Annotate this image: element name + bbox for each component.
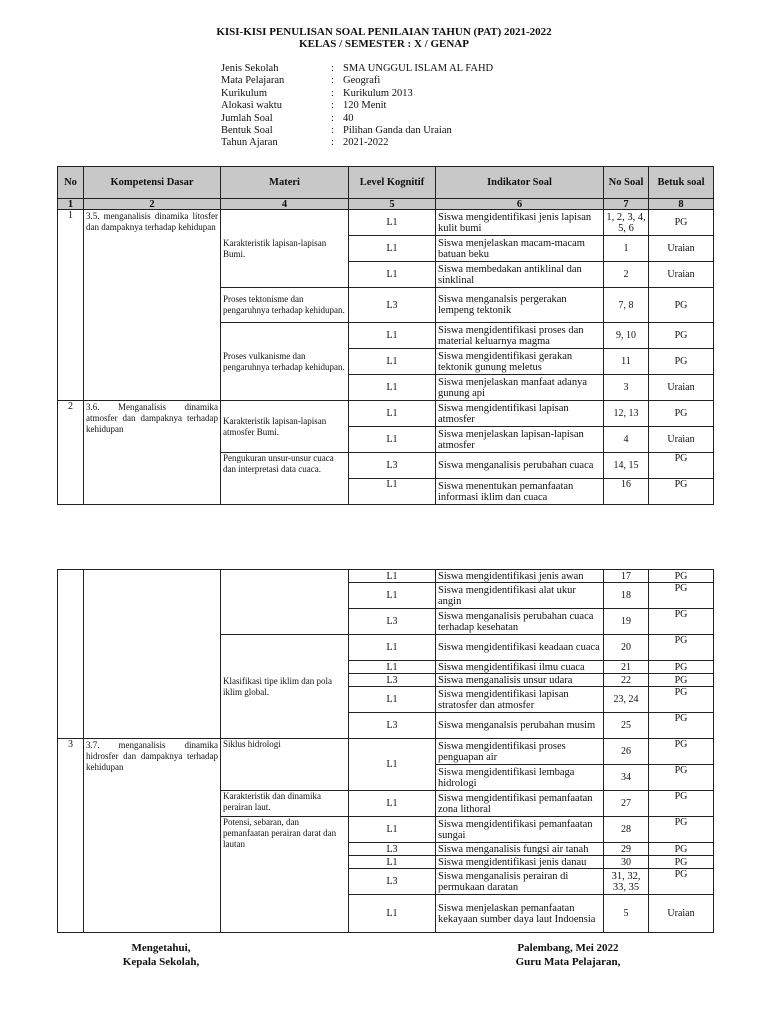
col-header-no: No: [58, 167, 84, 199]
info-key: Tahun Ajaran: [221, 137, 278, 149]
sign-right-line2: Guru Mata Pelajaran,: [515, 956, 621, 968]
nosoal-cell: 20: [604, 635, 649, 661]
col-header-materi: Materi: [221, 167, 349, 199]
bentuk-cell: PG: [649, 453, 714, 479]
kd-text: 3.7. menganalisis dinamika hidrosfer dan dampaknya terhadap kehidupan: [84, 739, 221, 933]
materi-cell: Karakteristik dan dinamika perairan laut.: [221, 791, 349, 817]
bentuk-cell: PG: [649, 570, 714, 583]
info-key: Alokasi waktu: [221, 100, 282, 112]
signature-teacher: [505, 941, 631, 969]
document-title: KISI-KISI PENULISAN SOAL PENILAIAN TAHUN (PAT) 2021-2022: [216, 26, 552, 38]
level-cell: L1: [349, 687, 436, 713]
materi-cell: Siklus hidrologi: [221, 739, 349, 791]
bentuk-cell: PG: [649, 713, 714, 739]
level-cell: L1: [349, 570, 436, 583]
level-cell: L1: [349, 323, 436, 349]
level-cell: L3: [349, 609, 436, 635]
materi-cell: Pengukuran unsur-unsur cuaca dan interpretasi data cuaca.: [221, 453, 349, 505]
nosoal-cell: 14, 15: [604, 453, 649, 479]
sign-right-line1: Palembang, Mei 2022: [517, 942, 619, 954]
indikator-cell: Siswa menjelaskan macam-macam batuan beku: [436, 236, 604, 262]
table-row: [58, 739, 714, 765]
bentuk-cell: PG: [649, 288, 714, 323]
nosoal-cell: 1, 2, 3, 4, 5, 6: [604, 210, 649, 236]
materi-cell: Klasifikasi tipe iklim dan pola iklim global.: [221, 635, 349, 739]
nosoal-cell: 25: [604, 713, 649, 739]
level-cell: L1: [349, 661, 436, 674]
bentuk-cell: Uraian: [649, 236, 714, 262]
indikator-cell: Siswa mengidentifikasi proses penguapan air: [436, 739, 604, 765]
info-row: [221, 88, 493, 100]
bentuk-cell: PG: [649, 856, 714, 869]
level-cell: L1: [349, 427, 436, 453]
bentuk-cell: PG: [649, 323, 714, 349]
info-row: [221, 75, 493, 87]
column-number-row: [58, 199, 714, 210]
nosoal-cell: 27: [604, 791, 649, 817]
col-number: 4: [221, 199, 349, 210]
info-separator: :: [331, 137, 334, 149]
nosoal-cell: 12, 13: [604, 401, 649, 427]
info-key: Jumlah Soal: [221, 112, 273, 124]
indikator-cell: Siswa menganalisis perubahan cuaca terhadap kesehatan: [436, 609, 604, 635]
header-row: [58, 167, 714, 199]
materi-cell-empty: [221, 570, 349, 635]
nosoal-cell: 5: [604, 895, 649, 933]
col-number: 5: [349, 199, 436, 210]
bentuk-cell: PG: [649, 687, 714, 713]
info-key: Mata Pelajaran: [221, 75, 285, 87]
kd-text: 3.5. menganalisis dinamika litosfer dan dampaknya terhadap kehidupan: [84, 210, 221, 401]
bentuk-cell: PG: [649, 661, 714, 674]
indikator-cell: Siswa mengidentifikasi keadaan cuaca: [436, 635, 604, 661]
info-key: Bentuk Soal: [221, 124, 273, 136]
indikator-cell: Siswa membedakan antiklinal dan sinklinal: [436, 262, 604, 288]
kisi-table-page2: [57, 569, 714, 933]
table-row: [58, 401, 714, 427]
indikator-cell: Siswa menjelaskan lapisan-lapisan atmosfer: [436, 427, 604, 453]
bentuk-cell: Uraian: [649, 262, 714, 288]
indikator-cell: Siswa mengidentifikasi pemanfaatan sungai: [436, 817, 604, 843]
info-key: Jenis Sekolah: [221, 63, 279, 74]
indikator-cell: Siswa menganalisis unsur udara: [436, 674, 604, 687]
level-cell: L3: [349, 843, 436, 856]
info-separator: :: [331, 124, 334, 136]
nosoal-cell: 11: [604, 349, 649, 375]
info-value: Pilihan Ganda dan Uraian: [343, 124, 452, 136]
info-row: [221, 63, 493, 75]
level-cell: L3: [349, 869, 436, 895]
indikator-cell: Siswa menganalisis perairan di permukaan daratan: [436, 869, 604, 895]
level-cell: L1: [349, 262, 436, 288]
materi-cell: Proses vulkanisme dan pengaruhnya terhadap kehidupan.: [221, 323, 349, 401]
indikator-cell: Siswa menjelaskan pemanfaatan kekayaan sumber daya laut Indoensia: [436, 895, 604, 933]
info-value: Kurikulum 2013: [343, 87, 413, 99]
kd-number-empty: [58, 570, 84, 739]
kd-text: 3.6. Menganalisis dinamika atmosfer dan dampaknya terhadap kehidupan: [84, 401, 221, 505]
level-cell: L1: [349, 791, 436, 817]
bentuk-cell: PG: [649, 739, 714, 765]
kisi-table-page1: [57, 166, 714, 505]
col-header-indikator: Indikator Soal: [436, 167, 604, 199]
bentuk-cell: PG: [649, 791, 714, 817]
nosoal-cell: 28: [604, 817, 649, 843]
table-row: [58, 210, 714, 236]
bentuk-cell: PG: [649, 583, 714, 609]
nosoal-cell: 29: [604, 843, 649, 856]
bentuk-cell: Uraian: [649, 895, 714, 933]
signature-principal: [108, 941, 214, 969]
info-row: [221, 113, 493, 125]
nosoal-cell: 4: [604, 427, 649, 453]
level-cell: L1: [349, 236, 436, 262]
nosoal-cell: 16: [604, 479, 649, 505]
bentuk-cell: PG: [649, 765, 714, 791]
info-separator: :: [331, 112, 334, 124]
indikator-cell: Siswa mengidentifikasi lembaga hidrologi: [436, 765, 604, 791]
bentuk-cell: PG: [649, 635, 714, 661]
nosoal-cell: 18: [604, 583, 649, 609]
info-row: [221, 100, 493, 112]
bentuk-cell: PG: [649, 349, 714, 375]
level-cell: L3: [349, 713, 436, 739]
level-cell: L1: [349, 635, 436, 661]
level-cell: L1: [349, 856, 436, 869]
bentuk-cell: PG: [649, 843, 714, 856]
indikator-cell: Siswa mengidentifikasi gerakan tektonik gunung meletus: [436, 349, 604, 375]
col-header-nosoal: No Soal: [604, 167, 649, 199]
indikator-cell: Siswa menentukan pemanfaatan informasi iklim dan cuaca: [436, 479, 604, 505]
indikator-cell: Siswa mengidentifikasi jenis lapisan kulit bumi: [436, 210, 604, 236]
bentuk-cell: Uraian: [649, 375, 714, 401]
table-row: [58, 570, 714, 583]
materi-cell: Karakteristik lapisan-lapisan Bumi.: [221, 210, 349, 288]
indikator-cell: Siswa mengidentifikasi alat ukur angin: [436, 583, 604, 609]
indikator-cell: Siswa menganalsis pergerakan lempeng tektonik: [436, 288, 604, 323]
indikator-cell: Siswa menjelaskan manfaat adanya gunung api: [436, 375, 604, 401]
bentuk-cell: PG: [649, 869, 714, 895]
sign-left-line1: Mengetahui,: [131, 942, 191, 954]
level-cell: L1: [349, 817, 436, 843]
indikator-cell: Siswa mengidentifikasi pemanfaatan zona lithoral: [436, 791, 604, 817]
bentuk-cell: PG: [649, 210, 714, 236]
indikator-cell: Siswa mengidentifikasi ilmu cuaca: [436, 661, 604, 674]
nosoal-cell: 9, 10: [604, 323, 649, 349]
materi-cell: Potensi, sebaran, dan pemanfaatan perairan darat dan lautan: [221, 817, 349, 933]
info-row: [221, 125, 493, 137]
info-value: SMA UNGGUL ISLAM AL FAHD: [343, 63, 494, 74]
col-header-kd: Kompetensi Dasar: [84, 167, 221, 199]
info-separator: :: [331, 87, 334, 99]
indikator-cell: Siswa menganalsis perubahan musim: [436, 713, 604, 739]
level-cell: L1: [349, 401, 436, 427]
info-separator: :: [331, 100, 334, 112]
indikator-cell: Siswa mengidentifikasi jenis danau: [436, 856, 604, 869]
indikator-cell: Siswa menganalisis perubahan cuaca: [436, 453, 604, 479]
indikator-cell: Siswa mengidentifikasi jenis awan: [436, 570, 604, 583]
info-row: [221, 137, 493, 149]
level-cell: L1: [349, 739, 436, 791]
info-value: 120 Menit: [343, 100, 387, 112]
nosoal-cell: 30: [604, 856, 649, 869]
col-number: 2: [84, 199, 221, 210]
school-info: [221, 63, 493, 150]
nosoal-cell: 34: [604, 765, 649, 791]
col-number: 6: [436, 199, 604, 210]
indikator-cell: Siswa mengidentifikasi lapisan stratosfer dan atmosfer: [436, 687, 604, 713]
col-header-level: Level Kognitif: [349, 167, 436, 199]
level-cell: L1: [349, 210, 436, 236]
sign-left-line2: Kepala Sekolah,: [122, 956, 200, 968]
level-cell: L1: [349, 479, 436, 505]
nosoal-cell: 7, 8: [604, 288, 649, 323]
info-separator: :: [331, 75, 334, 87]
level-cell: L1: [349, 375, 436, 401]
info-separator: :: [331, 63, 334, 74]
materi-cell: Karakteristik lapisan-lapisan atmosfer Bumi.: [221, 401, 349, 453]
nosoal-cell: 3: [604, 375, 649, 401]
col-number: 1: [58, 199, 84, 210]
document-subtitle: KELAS / SEMESTER : X / GENAP: [299, 38, 469, 50]
info-value: Geografi: [343, 75, 381, 87]
nosoal-cell: 26: [604, 739, 649, 765]
indikator-cell: Siswa menganalisis fungsi air tanah: [436, 843, 604, 856]
bentuk-cell: PG: [649, 609, 714, 635]
bentuk-cell: PG: [649, 817, 714, 843]
nosoal-cell: 1: [604, 236, 649, 262]
bentuk-cell: PG: [649, 674, 714, 687]
level-cell: L1: [349, 895, 436, 933]
info-value: 40: [343, 112, 354, 124]
info-key: Kurikulum: [221, 87, 268, 99]
nosoal-cell: 17: [604, 570, 649, 583]
materi-cell: Proses tektonisme dan pengaruhnya terhadap kehidupan.: [221, 288, 349, 323]
info-value: 2021-2022: [343, 137, 389, 149]
kd-number: 1: [58, 210, 84, 401]
col-number: 8: [649, 199, 714, 210]
nosoal-cell: 22: [604, 674, 649, 687]
bentuk-cell: PG: [649, 401, 714, 427]
nosoal-cell: 2: [604, 262, 649, 288]
level-cell: L3: [349, 453, 436, 479]
level-cell: L1: [349, 583, 436, 609]
nosoal-cell: 21: [604, 661, 649, 674]
nosoal-cell: 23, 24: [604, 687, 649, 713]
bentuk-cell: Uraian: [649, 427, 714, 453]
nosoal-cell: 31, 32, 33, 35: [604, 869, 649, 895]
col-number: 7: [604, 199, 649, 210]
kd-number: 3: [58, 739, 84, 933]
indikator-cell: Siswa mengidentifikasi proses dan material keluarnya magma: [436, 323, 604, 349]
level-cell: L3: [349, 288, 436, 323]
level-cell: L3: [349, 674, 436, 687]
kd-number: 2: [58, 401, 84, 505]
bentuk-cell: PG: [649, 479, 714, 505]
level-cell: L1: [349, 349, 436, 375]
indikator-cell: Siswa mengidentifikasi lapisan atmosfer: [436, 401, 604, 427]
col-header-bentuk: Betuk soal: [649, 167, 714, 199]
nosoal-cell: 19: [604, 609, 649, 635]
kd-text-empty: [84, 570, 221, 739]
